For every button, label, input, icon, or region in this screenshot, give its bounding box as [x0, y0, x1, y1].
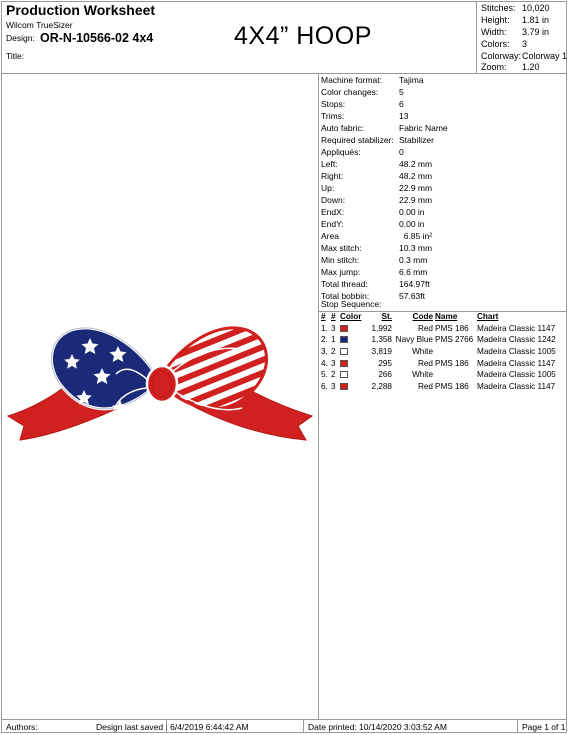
color-swatch — [340, 371, 348, 378]
cell-chart: Madeira Classic 1147 — [477, 358, 556, 368]
color-swatch-cell — [340, 346, 370, 358]
info-value: 6 — [399, 99, 404, 109]
info-label: Up: — [321, 183, 335, 193]
stat-label: Width: — [481, 27, 507, 37]
cell-name: PMS 186 — [435, 381, 469, 391]
info-label: Trims: — [321, 111, 345, 121]
info-value: 0.00 in — [399, 219, 425, 229]
cell-st: 2,288 — [371, 381, 392, 391]
stat-value: 3 — [522, 39, 528, 49]
cell-chart: Madeira Classic 1242 — [477, 335, 556, 345]
cell-chart: Madeira Classic 1005 — [477, 347, 556, 357]
hoop-size-title: 4X4” HOOP — [234, 22, 372, 50]
info-label: Required stabilizer: — [321, 135, 394, 145]
info-value: Fabric Name — [399, 123, 448, 133]
info-panel-divider — [318, 73, 319, 719]
info-value: 57.63ft — [399, 291, 425, 301]
cell-c: 3 — [331, 381, 336, 391]
cell-chart: Madeira Classic 1147 — [477, 381, 556, 391]
col-header: Code — [412, 312, 433, 322]
info-value: 0 — [399, 147, 404, 157]
cell-code: Red — [417, 358, 433, 368]
cell-n: 4. — [321, 358, 328, 368]
cell-c: 3 — [331, 323, 336, 333]
cell-name: PMS 2766 — [435, 335, 474, 345]
cell-st: 1,992 — [371, 323, 392, 333]
cell-n: 5. — [321, 370, 328, 380]
cell-name — [435, 346, 477, 358]
info-value: 164.97ft — [399, 279, 430, 289]
stat-label: Height: — [481, 15, 510, 25]
cell-code: Red — [417, 323, 433, 333]
header-divider — [2, 73, 566, 74]
app-name: Wilcom TrueSizer — [6, 20, 73, 30]
cell-st: 1,358 — [371, 335, 392, 345]
col-header: Color — [340, 312, 362, 322]
info-label: Machine format: — [321, 75, 382, 85]
stat-label: Colors: — [481, 39, 510, 49]
stat-value: 1.20 — [522, 62, 540, 72]
col-header: # — [331, 312, 336, 322]
col-header: # — [321, 312, 326, 322]
cell-n: 6. — [321, 381, 328, 391]
info-value: 0.00 in — [399, 207, 425, 217]
col-header: Chart — [477, 312, 499, 322]
stat-label: Zoom: — [481, 62, 507, 72]
col-header: St. — [381, 312, 392, 322]
info-value: 48.2 mm — [399, 159, 433, 169]
cell-chart: Madeira Classic 1005 — [477, 370, 556, 380]
color-swatch — [340, 348, 348, 355]
info-label: Left: — [321, 159, 338, 169]
info-label: Appliqués: — [321, 147, 361, 157]
info-value: 0.3 mm — [399, 255, 428, 265]
bow-design-preview — [6, 318, 314, 468]
info-label: Color changes: — [321, 87, 379, 97]
stat-value: 1.81 in — [522, 15, 550, 25]
cell-n: 1. — [321, 323, 328, 333]
cell-c: 2 — [331, 347, 336, 357]
stat-label: Stitches: — [481, 3, 516, 13]
cell-c: 3 — [331, 358, 336, 368]
table-header-row — [318, 311, 566, 323]
color-swatch-cell — [340, 369, 370, 381]
table-row — [318, 369, 566, 381]
info-label: EndY: — [321, 219, 344, 229]
info-label: EndX: — [321, 207, 345, 217]
info-label: Min stitch: — [321, 255, 360, 265]
color-swatch-cell — [340, 334, 370, 346]
info-label: Area — [321, 231, 339, 241]
color-swatch — [340, 360, 348, 367]
footer-authors: Authors: — [6, 722, 38, 732]
cell-st: 3,819 — [371, 347, 392, 357]
info-value: 6.6 mm — [399, 267, 428, 277]
cell-name — [435, 369, 477, 381]
info-label: Auto fabric: — [321, 123, 364, 133]
design-label: Design: — [6, 33, 35, 43]
info-value: 22.9 mm — [399, 195, 433, 205]
info-value: Stabilizer — [399, 135, 434, 145]
info-label: Stops: — [321, 99, 346, 109]
stat-label: Colorway: — [481, 51, 522, 61]
info-value: 13 — [399, 111, 409, 121]
cell-n: 3. — [321, 347, 328, 357]
cell-name: PMS 186 — [435, 323, 469, 333]
cell-name: PMS 186 — [435, 358, 469, 368]
color-swatch — [340, 325, 348, 332]
info-value: Tajima — [399, 75, 424, 85]
stat-value: Colorway 1 — [522, 51, 568, 61]
table-row — [318, 334, 566, 346]
table-row — [318, 381, 566, 393]
stat-value: 3.79 in — [522, 27, 550, 37]
info-value: 22.9 mm — [399, 183, 433, 193]
design-value: OR-N-10566-02 4x4 — [40, 31, 154, 45]
cell-code: White — [412, 370, 433, 380]
info-label: Total thread: — [321, 279, 368, 289]
stop-sequence-table — [318, 311, 566, 392]
footer-divider-2 — [303, 719, 304, 733]
info-label: Total bobbin: — [321, 291, 370, 301]
color-swatch — [340, 336, 348, 343]
footer-page-number: Page 1 of 1 — [522, 722, 566, 732]
info-label: Max jump: — [321, 267, 361, 277]
cell-st: 266 — [378, 370, 392, 380]
table-row — [318, 346, 566, 358]
stats-divider — [476, 2, 477, 73]
footer-divider — [2, 719, 566, 720]
table-row — [318, 357, 566, 369]
info-value: 6.85 in² — [399, 231, 433, 241]
cell-code: Red — [417, 381, 433, 391]
cell-c: 1 — [331, 335, 336, 345]
color-swatch-cell — [340, 323, 370, 335]
cell-c: 2 — [331, 370, 336, 380]
color-swatch-cell — [340, 357, 370, 369]
cell-chart: Madeira Classic 1147 — [477, 323, 556, 333]
footer-divider-3 — [517, 719, 518, 733]
info-value: 48.2 mm — [399, 171, 433, 181]
color-swatch-cell — [340, 381, 370, 393]
info-label: Max stitch: — [321, 243, 362, 253]
info-value: 10.3 mm — [399, 243, 433, 253]
page-title: Production Worksheet — [6, 2, 156, 18]
cell-code: White — [412, 347, 433, 357]
table-row — [318, 323, 566, 335]
cell-n: 2. — [321, 335, 328, 345]
color-swatch — [340, 383, 348, 390]
cell-code: Navy Blue — [395, 335, 433, 345]
title-label: Title: — [6, 51, 25, 61]
info-label: Right: — [321, 171, 344, 181]
info-value: 5 — [399, 87, 404, 97]
stat-value: 10,020 — [522, 3, 550, 13]
info-label: Down: — [321, 195, 346, 205]
footer-date-printed: Date printed: 10/14/2020 3:03:52 AM — [308, 722, 447, 732]
col-header: Name — [435, 312, 458, 322]
cell-st: 295 — [378, 358, 392, 368]
stop-sequence-label: Stop Sequence: — [321, 299, 382, 309]
footer-last-saved: Design last saved : 6/4/2019 6:44:42 AM — [96, 722, 249, 732]
